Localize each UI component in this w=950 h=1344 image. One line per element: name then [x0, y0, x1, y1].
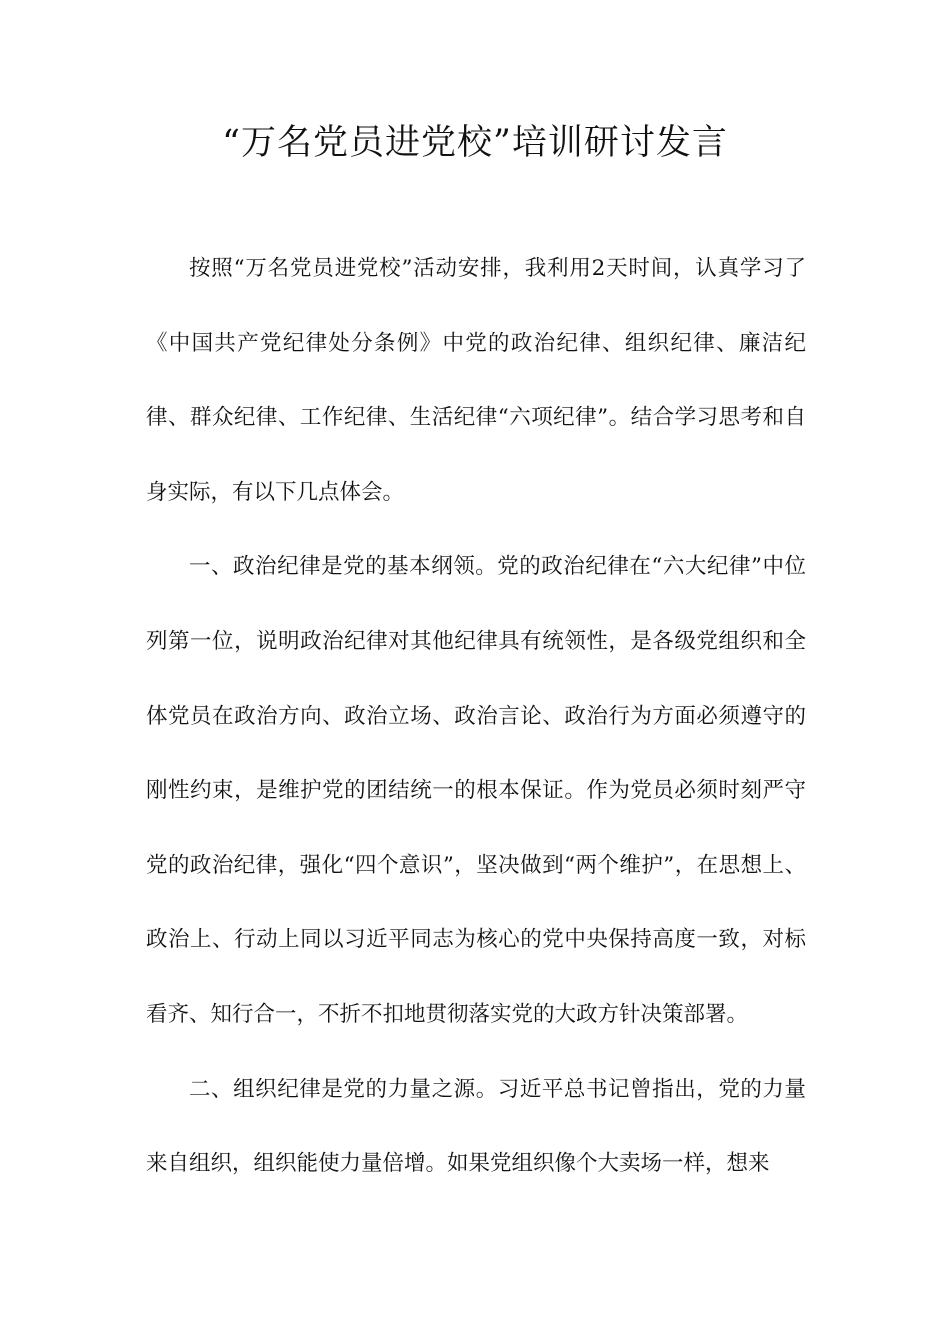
paragraph-intro: 按照“万名党员进党校”活动安排，我利用2天时间，认真学习了《中国共产党纪律处分条例》中党的政治纪律、组织纪律、廉洁纪律、群众纪律、工作纪律、生活纪律“六项纪律”。结合学习思考和自身实际，有以下几点体会。	[146, 256, 806, 505]
paragraph-political-discipline: 一、政治纪律是党的基本纲领。党的政治纪律在“六大纪律”中位列第一位，说明政治纪律对其他纪律具有统领性，是各级党组织和全体党员在政治方向、政治立场、政治言论、政治行为方面必须遵守的刚性约束，是维护党的团结统一的根本保证。作为党员必须时刻严守党的政治纪律，强化“四个意识”，坚决做到“两个维护”，在思想上、政治上、行动上同以习近平同志为核心的党中央保持高度一致，对标看齐、知行合一，不折不扣地贯彻落实党的大政方针决策部署。	[146, 554, 806, 1027]
paragraph-organizational-discipline: 二、组织纪律是党的力量之源。习近平总书记曾指出，党的力量来自组织，组织能使力量倍增。如果党组织像个大卖场一样，想来	[146, 1076, 806, 1177]
document-body	[146, 232, 806, 1202]
document-title: “万名党员进党校”培训研讨发言	[222, 123, 728, 163]
